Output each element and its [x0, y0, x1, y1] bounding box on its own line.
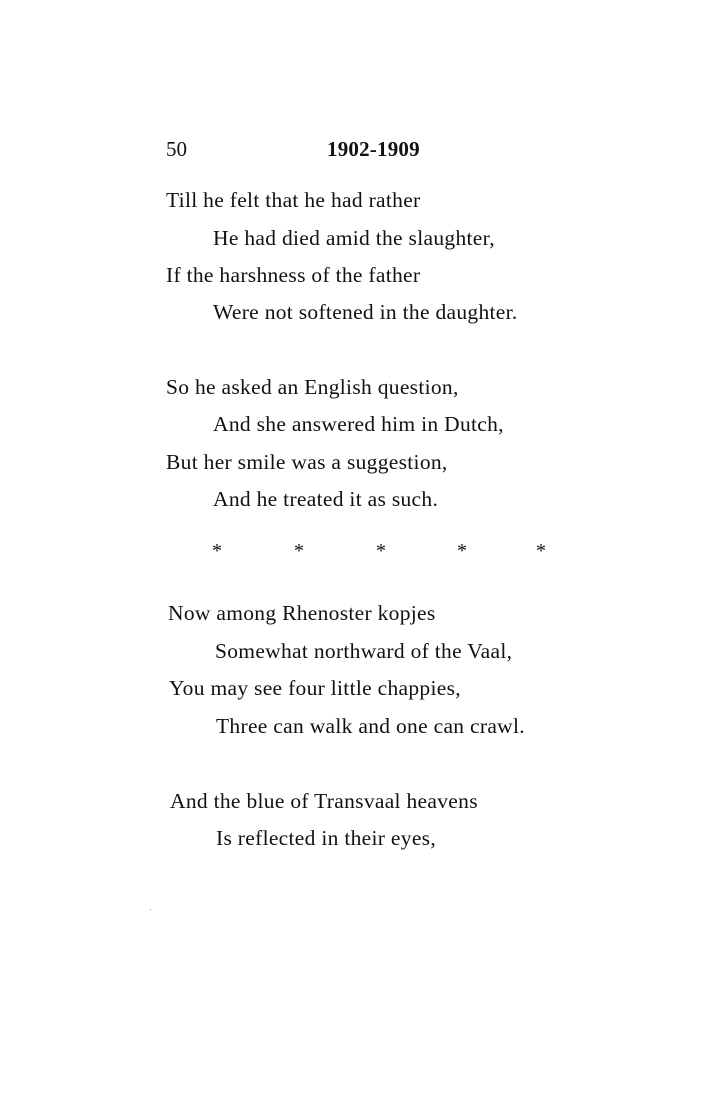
running-head: 1902-1909: [327, 137, 420, 161]
poem-line: And the blue of Transvaal heavens: [170, 789, 478, 813]
poem-line: Till he felt that he had rather: [166, 188, 421, 212]
separator-star: *: [294, 540, 304, 562]
poem-line: Is reflected in their eyes,: [216, 826, 437, 850]
poem-line: Three can walk and one can crawl.: [216, 714, 525, 738]
poem-line: And he treated it as such.: [213, 487, 439, 511]
poem-line: Were not softened in the daughter.: [213, 300, 518, 324]
poem-line: He had died amid the slaughter,: [213, 226, 495, 250]
poem-line: Somewhat northward of the Vaal,: [215, 639, 513, 663]
scan-speck: [150, 909, 151, 910]
poem-line: So he asked an English question,: [166, 375, 459, 399]
poem-line: You may see four little chappies,: [169, 676, 461, 700]
separator-star: *: [212, 540, 222, 562]
poem-line: Now among Rhenoster kopjes: [168, 601, 436, 625]
separator-star: *: [457, 540, 467, 562]
separator-star: *: [536, 540, 546, 562]
poem-line: But her smile was a suggestion,: [166, 450, 448, 474]
poem-line: If the harshness of the father: [166, 263, 421, 287]
section-separator: [212, 540, 552, 566]
page-header: [166, 137, 596, 167]
separator-star: *: [376, 540, 386, 562]
poem-line: And she answered him in Dutch,: [213, 412, 504, 436]
page-number: 50: [166, 137, 187, 161]
